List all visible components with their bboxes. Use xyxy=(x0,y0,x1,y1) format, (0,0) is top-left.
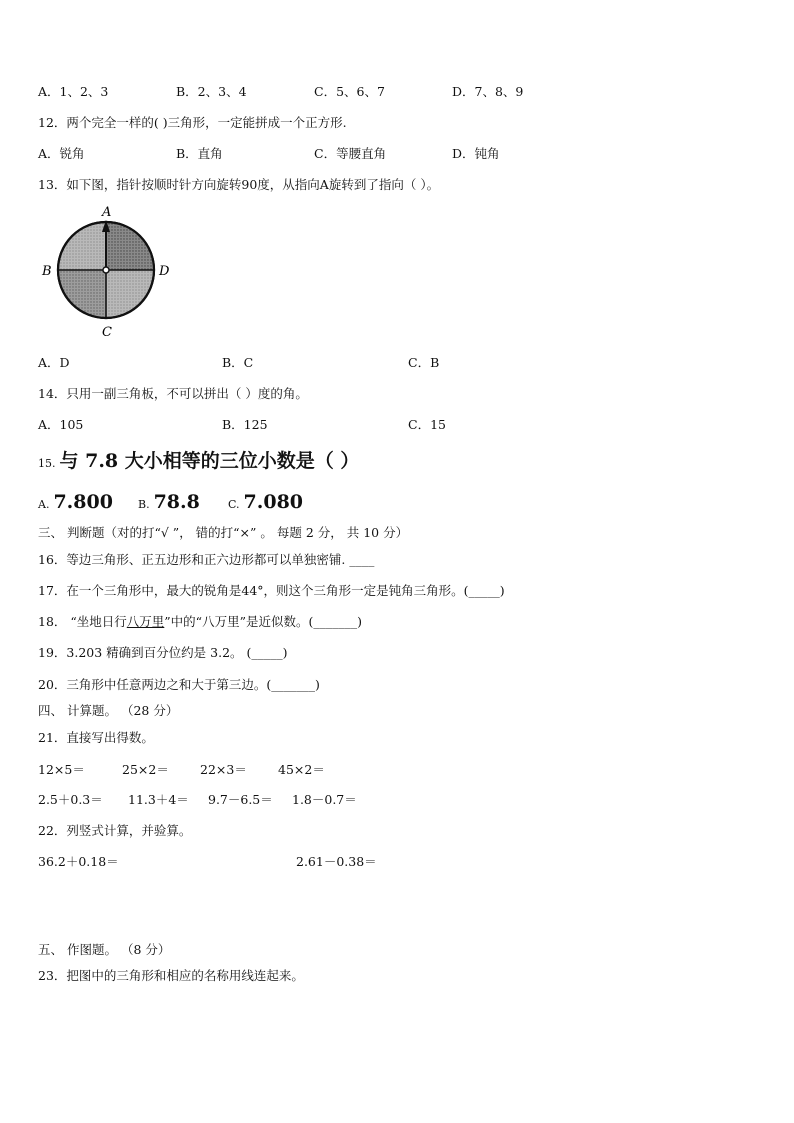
q15-line xyxy=(38,449,359,473)
q15-option-b-value: 78.8 xyxy=(153,491,200,513)
q12-option-d: D．钝角 xyxy=(452,146,500,161)
q15-number: 15. xyxy=(38,457,56,470)
q21-item-1: 12×5＝ xyxy=(38,762,85,777)
q15-option-c-value: 7.080 xyxy=(243,491,304,513)
q20-text: 20．三角形中任意两边之和大于第三边。(_______) xyxy=(38,677,320,692)
q23-text: 23．把图中的三角形和相应的名称用线连起来。 xyxy=(38,968,304,983)
q14-option-b: B．125 xyxy=(222,417,268,432)
q11-option-d: D．7、8、9 xyxy=(452,84,524,99)
q15-option-a-letter: A. xyxy=(38,498,50,511)
q15-option-c-letter: C. xyxy=(228,498,240,511)
q21-text: 21．直接写出得数。 xyxy=(38,730,154,745)
q11-option-a: A．1、2、3 xyxy=(38,84,109,99)
section3-title: 三、 判断题（对的打“√ ”， 错的打“×” 。 每题 2 分， 共 10 分） xyxy=(38,525,409,540)
q16-text: 16．等边三角形、正五边形和正六边形都可以单独密铺. ____ xyxy=(38,552,375,567)
q12-option-b: B．直角 xyxy=(176,146,223,161)
q19-text: 19．3.203 精确到百分位约是 3.2。 (_____) xyxy=(38,645,288,660)
q22-item-2: 2.61－0.38＝ xyxy=(296,854,377,869)
q21-item-8: 1.8－0.7＝ xyxy=(292,792,357,807)
dial-label-top: A xyxy=(102,205,112,220)
q18-prefix: 18． “坐地日行 xyxy=(38,614,127,629)
q15-option-c xyxy=(228,490,303,514)
q14-option-c: C．15 xyxy=(408,417,446,432)
q18-underlined: 八万里 xyxy=(126,614,165,629)
q18-suffix: ”中的“八万里”是近似数。(_______) xyxy=(164,614,362,629)
q14-text: 14．只用一副三角板，不可以拼出（ ）度的角。 xyxy=(38,386,308,401)
dial-label-right: D xyxy=(159,264,170,279)
q15-option-b-letter: B. xyxy=(138,498,150,511)
q12-text: 12．两个完全一样的( )三角形，一定能拼成一个正方形. xyxy=(38,115,347,130)
q21-item-5: 2.5＋0.3＝ xyxy=(38,792,103,807)
q22-text: 22．列竖式计算，并验算。 xyxy=(38,823,192,838)
section5-title: 五、 作图题。 （8 分） xyxy=(38,942,171,957)
dial-label-bottom: C xyxy=(102,325,112,340)
section4-title: 四、 计算题。 （28 分） xyxy=(38,703,179,718)
q12-option-a: A．锐角 xyxy=(38,146,85,161)
q12-option-c: C．等腰直角 xyxy=(314,146,387,161)
q15-option-a xyxy=(38,490,113,514)
q21-item-3: 22×3＝ xyxy=(200,762,247,777)
q11-option-c: C．5、6、7 xyxy=(314,84,385,99)
q15-option-b xyxy=(138,490,200,514)
dial-center xyxy=(103,267,109,273)
q21-item-4: 45×2＝ xyxy=(278,762,325,777)
dial-label-left: B xyxy=(42,264,52,279)
q14-option-a: A．105 xyxy=(38,417,84,432)
q13-option-a: A．D xyxy=(38,355,70,370)
q15-text: 与 7.8 大小相等的三位小数是（ ） xyxy=(59,450,360,472)
q13-option-c: C．B xyxy=(408,355,440,370)
q13-option-b: B．C xyxy=(222,355,254,370)
q15-option-a-value: 7.800 xyxy=(53,491,113,513)
q21-item-2: 25×2＝ xyxy=(122,762,169,777)
q13-dial-figure xyxy=(36,202,186,340)
q18-text xyxy=(38,614,362,630)
q21-item-6: 11.3＋4＝ xyxy=(128,792,189,807)
q17-text: 17．在一个三角形中，最大的锐角是44°，则这个三角形一定是钝角三角形。(_____) xyxy=(38,583,505,598)
q13-text: 13．如下图，指针按顺时针方向旋转90度，从指向A旋转到了指向（ ）。 xyxy=(38,177,440,192)
q22-item-1: 36.2＋0.18＝ xyxy=(38,854,119,869)
q21-item-7: 9.7－6.5＝ xyxy=(208,792,273,807)
q11-option-b: B．2、3、4 xyxy=(176,84,247,99)
